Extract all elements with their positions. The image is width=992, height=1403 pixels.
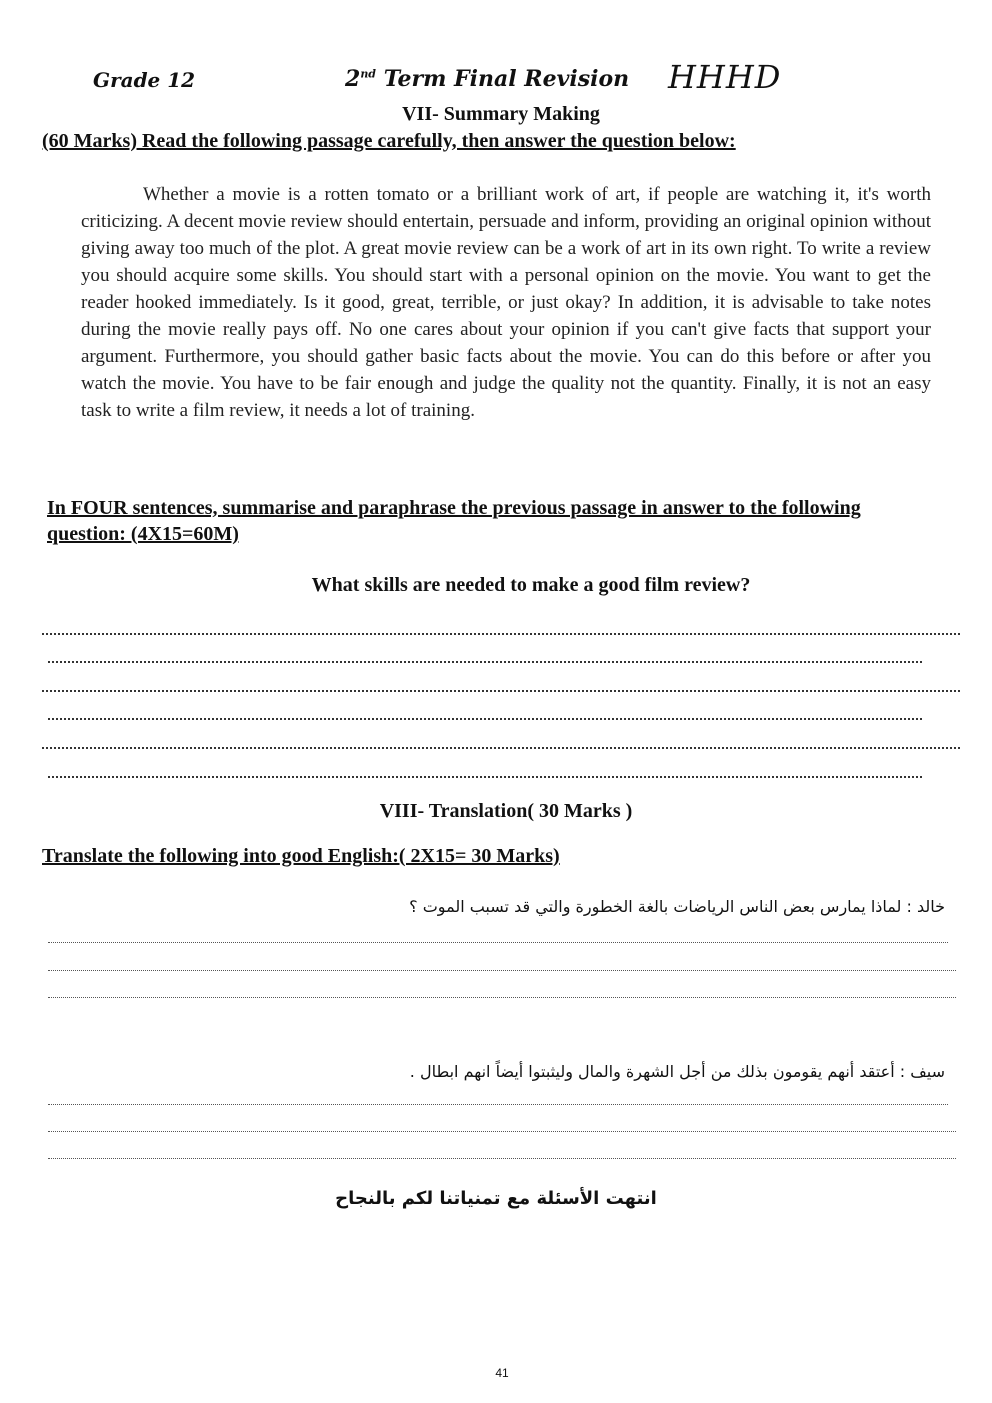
- answer-line[interactable]: [48, 942, 948, 943]
- answer-line[interactable]: [42, 633, 960, 635]
- answer-line[interactable]: [42, 690, 960, 692]
- term-text: Term Final Revision: [383, 66, 630, 92]
- summary-section-title: VII- Summary Making: [402, 103, 600, 125]
- answer-line[interactable]: [48, 661, 922, 663]
- answer-line[interactable]: [48, 1158, 956, 1159]
- answer-line[interactable]: [48, 718, 922, 720]
- reading-passage: Whether a movie is a rotten tomato or a brilliant work of art, if people are watching it, it's worth criticizing. A decent movie review should entertain, persuade and inform, providing an original opinion without giving away too much of the plot. A great movie review can be a work of art in its own right. To write a review you should acquire some skills. You should start with a personal opinion on the movie. You want to get the reader hooked immediately. Is it good, great, terrible, or just okay? In addition, it is advisable to take notes during the movie really pays off. No one cares about your opinion if you can't give facts that support your argument. Furthermore, you should gather basic facts about the movie. You can do this before or after you watch the movie. You have to be fair enough and judge the quality not the quantity. Finally, it is not an easy task to write a film review, it needs a lot of training.: [81, 184, 931, 421]
- page-number: 41: [495, 1366, 509, 1380]
- arabic-sentence-1: خالد : لماذا يمارس بعض الناس الرياضات بالغة الخطورة والتي قد تسبب الموت ؟: [409, 897, 945, 916]
- answer-line[interactable]: [48, 1131, 956, 1132]
- summary-instruction: (60 Marks) Read the following passage carefully, then answer the question below:: [42, 130, 736, 152]
- grade-label: Grade 12: [93, 68, 196, 92]
- translation-instruction: Translate the following into good English:( 2X15= 30 Marks): [42, 845, 560, 867]
- summary-question: What skills are needed to make a good film review?: [311, 574, 751, 596]
- answer-line[interactable]: [48, 970, 956, 971]
- term-number: 2: [345, 66, 361, 92]
- answer-line[interactable]: [48, 776, 922, 778]
- term-ordinal: nd: [360, 67, 377, 81]
- page-header: [0, 58, 992, 98]
- closing-message: انتهت الأسئلة مع تمنياتنا لكم بالنجاح: [335, 1188, 657, 1209]
- arabic-sentence-2: سيف : أعتقد أنهم يقومون بذلك من أجل الشهرة والمال وليثبتوا أيضاً انهم ابطال .: [409, 1062, 945, 1081]
- translation-section-title: VIII- Translation( 30 Marks ): [379, 800, 633, 822]
- answer-line[interactable]: [48, 997, 956, 998]
- answer-line[interactable]: [42, 747, 960, 749]
- answer-line[interactable]: [48, 1104, 948, 1105]
- summary-task: In FOUR sentences, summarise and paraphrase the previous passage in answer to the following question: (4X15=60M): [47, 497, 861, 545]
- school-logo-text: HHHD: [668, 58, 782, 96]
- term-label: [345, 66, 629, 92]
